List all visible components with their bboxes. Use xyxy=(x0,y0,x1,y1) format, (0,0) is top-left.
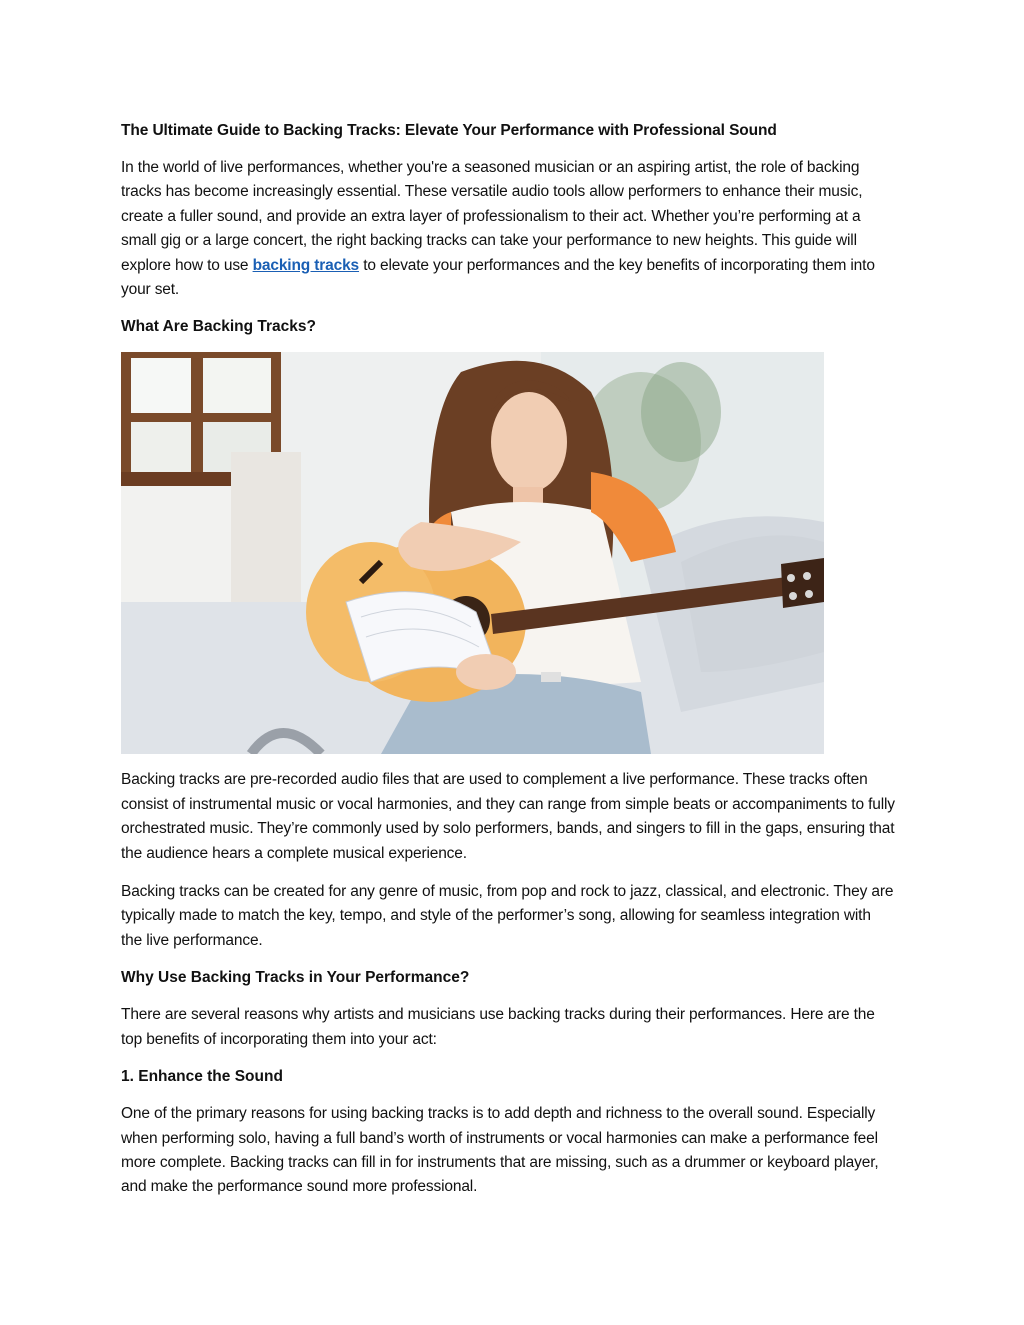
enhance-sound-paragraph: One of the primary reasons for using backing tracks is to add depth and richness to the overall sound. Especially when performing solo, having a full band’s worth of instruments or vocal harmonies can make a performance feel more complete. Backing tracks can fill in for instruments that are missing, such as a drummer or keyboard player, and make the performance sound more professional. xyxy=(121,1105,879,1196)
document-title: The Ultimate Guide to Backing Tracks: Elevate Your Performance with Professional Sound xyxy=(121,122,777,139)
section-heading-enhance-sound: 1. Enhance the Sound xyxy=(121,1068,283,1086)
intro-text-before: In the world of live performances, whether you're a seasoned musician or an aspiring artist, the role of backing tracks has become increasingly essential. These versatile audio tools allow performers to enhance their music, create a fuller sound, and provide an extra layer of professionalism to their act. Whether you’re performing at a small gig or a large concert, the right backing tracks can take your performance to new heights. This guide will explore how to use xyxy=(121,159,863,274)
section-heading-why-use: Why Use Backing Tracks in Your Performance? xyxy=(121,969,470,987)
intro-text-after: to elevate your performances and the key benefits of incorporating them into your set. xyxy=(121,256,875,299)
intro-paragraph xyxy=(121,156,896,302)
photo-woman-acoustic-guitar xyxy=(121,352,824,754)
section-heading-what-are: What Are Backing Tracks? xyxy=(121,318,316,336)
backing-tracks-link[interactable]: backing tracks xyxy=(252,256,360,274)
what-are-paragraph-2: Backing tracks can be created for any genre of music, from pop and rock to jazz, classical, and electronic. They are typically made to match the key, tempo, and style of the performer’s song, allowing for seamless integration with the live performance. xyxy=(121,883,894,949)
what-are-paragraph-1: Backing tracks are pre-recorded audio files that are used to complement a live performance. These tracks often consist of instrumental music or vocal harmonies, and they can range from simple beats or accompaniments to fully orchestrated music. They’re commonly used by solo performers, bands, and singers to fill in the gaps, ensuring that the audience hears a complete musical experience. xyxy=(121,771,895,862)
document-page xyxy=(121,120,896,1200)
why-use-paragraph: There are several reasons why artists and musicians use backing tracks during their performances. Here are the top benefits of incorporating them into your act: xyxy=(121,1006,875,1048)
